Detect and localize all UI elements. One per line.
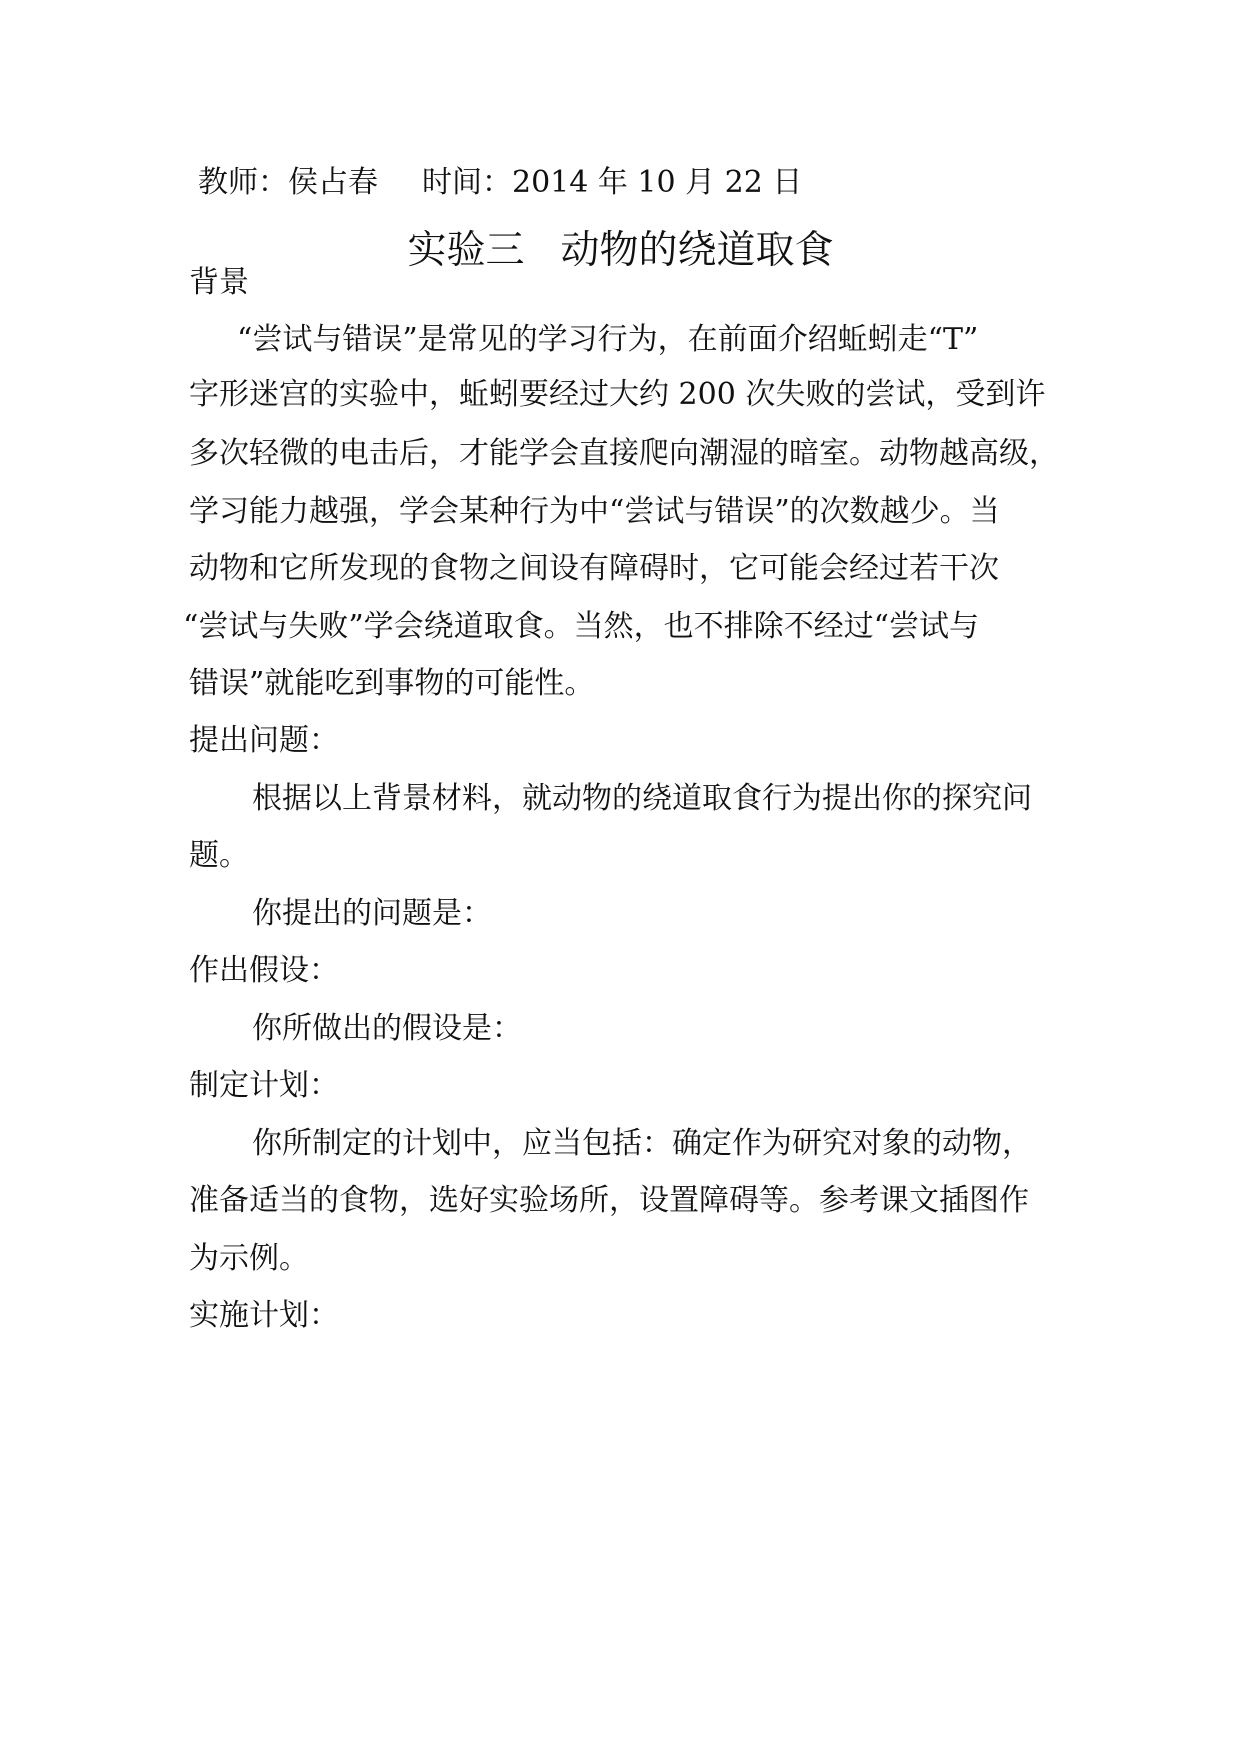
paragraph-line: 题。 (189, 838, 249, 873)
paragraph-line: 错误”就能吃到事物的可能性。 (189, 666, 595, 701)
paragraph-line: 学习能力越强，学会某种行为中“尝试与错误”的次数越少。当 (189, 494, 1000, 529)
question-prompt: 你提出的问题是： (252, 896, 492, 931)
hypothesis-prompt: 你所做出的假设是： (252, 1011, 522, 1046)
paragraph-line: 字形迷宫的实验中，蚯蚓要经过大约 200 次失败的尝试，受到许 (189, 377, 1046, 412)
paragraph-line: 动物和它所发现的食物之间设有障碍时，它可能会经过若干次 (189, 551, 999, 586)
paragraph-line: 根据以上背景材料，就动物的绕道取食行为提出你的探究问 (252, 781, 1032, 816)
paragraph-line: 准备适当的食物，选好实验场所，设置障碍等。参考课文插图作 (189, 1183, 1029, 1218)
document-title (0, 226, 1241, 276)
question-heading: 提出问题： (189, 723, 339, 758)
plan-heading: 制定计划： (189, 1068, 339, 1103)
implement-heading: 实施计划： (189, 1298, 339, 1333)
hypothesis-heading: 作出假设： (189, 953, 339, 988)
title-experiment-name: 动物的绕道取食 (560, 228, 834, 273)
title-experiment-number: 实验三 (407, 228, 525, 273)
paragraph-line: 多次轻微的电击后，才能学会直接爬向潮湿的暗室。动物越高级， (189, 436, 1059, 471)
paragraph-line: 你所制定的计划中，应当包括：确定作为研究对象的动物， (252, 1126, 1032, 1161)
header-meta (198, 163, 802, 203)
paragraph-line: “尝试与错误”是常见的学习行为，在前面介绍蚯蚓走“T” (237, 322, 979, 357)
paragraph-line: “尝试与失败”学会绕道取食。当然，也不排除不经过“尝试与 (183, 609, 980, 644)
date-label: 时间：2014 年 10 月 22 日 (422, 165, 803, 200)
paragraph-line: 为示例。 (189, 1241, 309, 1276)
teacher-label: 教师：侯占春 (198, 165, 378, 200)
background-heading: 背景 (189, 265, 249, 300)
